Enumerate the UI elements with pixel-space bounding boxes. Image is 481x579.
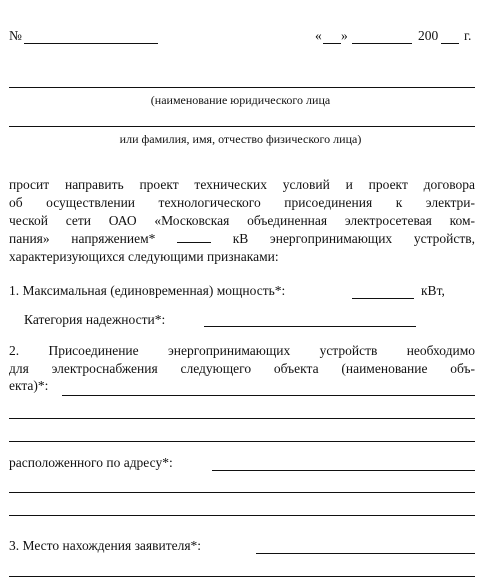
address-line-2[interactable] bbox=[9, 492, 475, 493]
date-year-field[interactable] bbox=[441, 43, 459, 44]
intro-paragraph bbox=[9, 176, 475, 266]
number-label: № bbox=[9, 28, 22, 43]
date-month-field[interactable] bbox=[352, 43, 412, 44]
max-power-field[interactable] bbox=[352, 298, 414, 299]
object-name-line-2[interactable] bbox=[9, 418, 475, 419]
intro-line: об осуществлении технологического присоединения к электри- bbox=[9, 195, 475, 210]
reliability-category-field[interactable] bbox=[204, 326, 416, 327]
object-name-line-3[interactable] bbox=[9, 441, 475, 442]
intro-line-voltage bbox=[9, 230, 475, 248]
applicant-person-line[interactable] bbox=[9, 126, 475, 127]
address-line-3[interactable] bbox=[9, 515, 475, 516]
applicant-location-label: 3. Место нахождения заявителя*: bbox=[9, 538, 202, 553]
applicant-location-field[interactable] bbox=[256, 553, 475, 554]
year-prefix: 200 bbox=[418, 28, 439, 43]
voltage-label: пания» напряжением* bbox=[9, 231, 156, 246]
legal-entity-caption: (наименование юридического лица bbox=[150, 93, 331, 107]
object-name-label: екта)*: bbox=[9, 378, 49, 393]
date-quote-open: « bbox=[315, 28, 322, 43]
voltage-field[interactable] bbox=[177, 230, 211, 243]
year-suffix: г. bbox=[464, 28, 472, 43]
item2-paragraph bbox=[9, 342, 475, 378]
reliability-category-label: Категория надежности*: bbox=[24, 312, 166, 327]
max-power-unit: кВт, bbox=[421, 283, 445, 298]
item2-line: для электроснабжения следующего объекта (наименование объ- bbox=[9, 361, 475, 376]
intro-line: ческой сети ОАО «Московская объединенная электросетевая ком- bbox=[9, 213, 475, 228]
intro-line: просит направить проект технических условий и проект договора bbox=[9, 177, 475, 192]
max-power-label: 1. Максимальная (единовременная) мощность*: bbox=[9, 283, 286, 298]
voltage-unit-text: кВ энергопринимающих устройств, bbox=[232, 231, 476, 246]
address-label: расположенного по адресу*: bbox=[9, 455, 173, 470]
date-day-field[interactable] bbox=[323, 43, 341, 44]
applicant-location-line-2[interactable] bbox=[9, 576, 475, 577]
object-name-field[interactable] bbox=[62, 395, 475, 396]
number-field[interactable] bbox=[24, 43, 158, 44]
applicant-entity-line[interactable] bbox=[9, 87, 475, 88]
date-quote-close: » bbox=[341, 28, 348, 43]
individual-caption: или фамилия, имя, отчество физического лица) bbox=[119, 132, 362, 146]
item2-line: 2. Присоединение энергопринимающих устройств необходимо bbox=[9, 343, 475, 358]
address-field[interactable] bbox=[212, 470, 475, 471]
intro-line: характеризующихся следующими признаками: bbox=[9, 249, 279, 264]
